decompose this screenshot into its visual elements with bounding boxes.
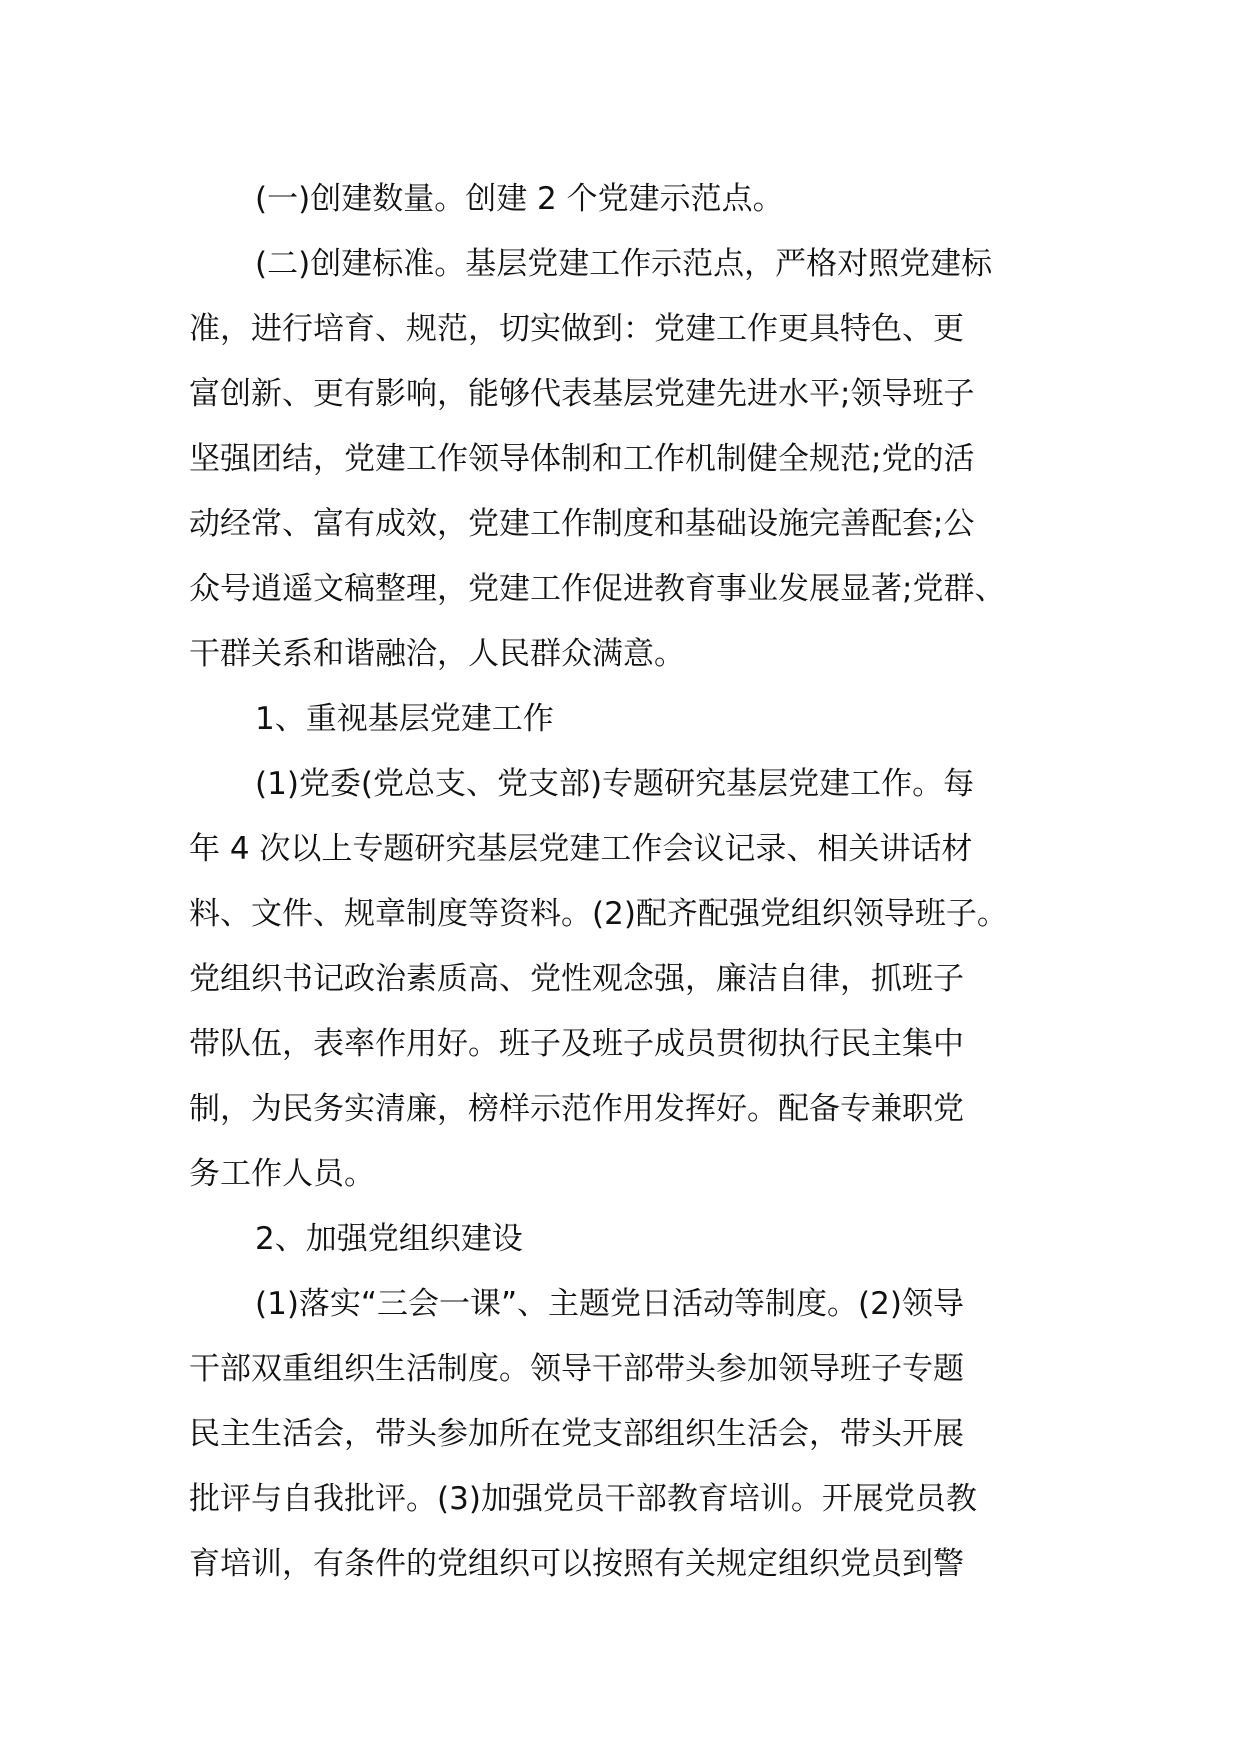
paragraph-line: 年 4 次以上专题研究基层党建工作会议记录、相关讲话材 (189, 831, 973, 867)
paragraph-line: 干群关系和谐融洽，人民群众满意。 (189, 636, 685, 672)
paragraph-line: (1)党委(党总支、党支部)专题研究基层党建工作。每 (255, 766, 975, 802)
paragraph-line: 众号逍遥文稿整理，党建工作促进教育事业发展显著;党群、 (189, 571, 1006, 607)
paragraph-line: 干部双重组织生活制度。领导干部带头参加领导班子专题 (189, 1351, 964, 1387)
paragraph-line: 务工作人员。 (189, 1156, 375, 1192)
section-heading: 1、重视基层党建工作 (255, 701, 554, 737)
paragraph-line: (二)创建标准。基层党建工作示范点，严格对照党建标 (255, 246, 993, 282)
paragraph-line: (1)落实“三会一课”、主题党日活动等制度。(2)领导 (255, 1286, 964, 1322)
paragraph-line: 料、文件、规章制度等资料。(2)配齐配强党组织领导班子。 (189, 896, 1008, 932)
paragraph-line: (一)创建数量。创建 2 个党建示范点。 (255, 181, 784, 217)
section-heading: 2、加强党组织建设 (255, 1221, 523, 1257)
document-body (189, 167, 1061, 1597)
paragraph-line: 党组织书记政治素质高、党性观念强，廉洁自律，抓班子 (189, 961, 964, 997)
paragraph-line: 富创新、更有影响，能够代表基层党建先进水平;领导班子 (189, 376, 975, 412)
paragraph-line: 动经常、富有成效，党建工作制度和基础设施完善配套;公 (189, 506, 975, 542)
paragraph-line: 坚强团结，党建工作领导体制和工作机制健全规范;党的活 (189, 441, 975, 477)
paragraph-line: 民主生活会，带头参加所在党支部组织生活会，带头开展 (189, 1416, 964, 1452)
paragraph-line: 准，进行培育、规范，切实做到：党建工作更具特色、更 (189, 311, 964, 347)
paragraph-line: 育培训，有条件的党组织可以按照有关规定组织党员到警 (189, 1546, 964, 1582)
paragraph-line: 批评与自我批评。(3)加强党员干部教育培训。开展党员教 (189, 1481, 977, 1517)
paragraph-line: 制，为民务实清廉，榜样示范作用发挥好。配备专兼职党 (189, 1091, 964, 1127)
paragraph-line: 带队伍，表率作用好。班子及班子成员贯彻执行民主集中 (189, 1026, 964, 1062)
